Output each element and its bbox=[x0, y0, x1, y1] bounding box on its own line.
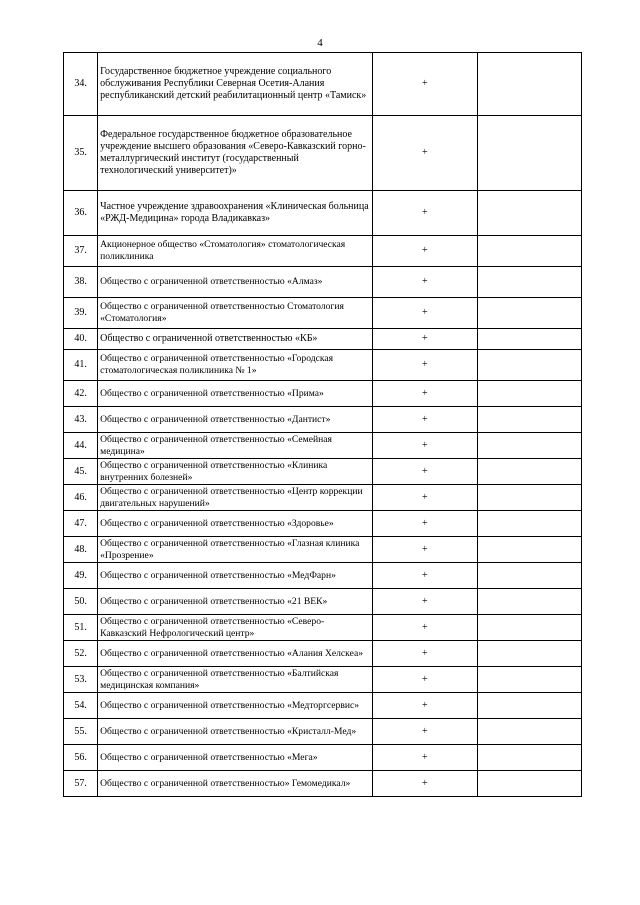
participation-mark: + bbox=[373, 236, 477, 267]
row-number: 47. bbox=[64, 511, 98, 537]
table-row bbox=[64, 433, 582, 459]
organization-name: Общество с ограниченной ответственностью «КБ» bbox=[98, 329, 373, 350]
empty-cell bbox=[477, 267, 581, 298]
empty-cell bbox=[477, 615, 581, 641]
organization-name: Частное учреждение здравоохранения «Клиническая больница «РЖД-Медицина» города Владикавказ» bbox=[98, 191, 373, 236]
table-row bbox=[64, 459, 582, 485]
table-row bbox=[64, 589, 582, 615]
row-number: 51. bbox=[64, 615, 98, 641]
empty-cell bbox=[477, 745, 581, 771]
empty-cell bbox=[477, 459, 581, 485]
empty-cell bbox=[477, 693, 581, 719]
row-number: 44. bbox=[64, 433, 98, 459]
empty-cell bbox=[477, 485, 581, 511]
empty-cell bbox=[477, 53, 581, 116]
row-number: 50. bbox=[64, 589, 98, 615]
row-number: 35. bbox=[64, 116, 98, 191]
empty-cell bbox=[477, 381, 581, 407]
participation-mark: + bbox=[373, 511, 477, 537]
row-number: 37. bbox=[64, 236, 98, 267]
empty-cell bbox=[477, 236, 581, 267]
page-number: 4 bbox=[317, 37, 323, 49]
participation-mark: + bbox=[373, 485, 477, 511]
row-number: 36. bbox=[64, 191, 98, 236]
participation-mark: + bbox=[373, 381, 477, 407]
empty-cell bbox=[477, 537, 581, 563]
organization-name: Общество с ограниченной ответственностью «МедФарн» bbox=[98, 563, 373, 589]
empty-cell bbox=[477, 589, 581, 615]
organization-name: Общество с ограниченной ответственностью «Глазная клиника «Прозрение» bbox=[98, 537, 373, 563]
row-number: 53. bbox=[64, 667, 98, 693]
participation-mark: + bbox=[373, 433, 477, 459]
organization-name: Общество с ограниченной ответственностью «21 ВЕК» bbox=[98, 589, 373, 615]
organization-name: Общество с ограниченной ответственностью «Семейная медицина» bbox=[98, 433, 373, 459]
participation-mark: + bbox=[373, 771, 477, 797]
organization-name: Акционерное общество «Стоматология» стоматологическая поликлиника bbox=[98, 236, 373, 267]
row-number: 38. bbox=[64, 267, 98, 298]
organization-name: Общество с ограниченной ответственностью «Здоровье» bbox=[98, 511, 373, 537]
participation-mark: + bbox=[373, 267, 477, 298]
organization-name: Общество с ограниченной ответственностью «Кристалл-Мед» bbox=[98, 719, 373, 745]
participation-mark: + bbox=[373, 191, 477, 236]
empty-cell bbox=[477, 407, 581, 433]
empty-cell bbox=[477, 116, 581, 191]
table-row bbox=[64, 350, 582, 381]
table-row bbox=[64, 53, 582, 116]
participation-mark: + bbox=[373, 53, 477, 116]
table-row bbox=[64, 537, 582, 563]
organization-name: Общество с ограниченной ответственностью Стоматология «Стоматология» bbox=[98, 298, 373, 329]
table-row bbox=[64, 615, 582, 641]
participation-mark: + bbox=[373, 693, 477, 719]
organization-name: Общество с ограниченной ответственностью» Гемомедикал» bbox=[98, 771, 373, 797]
table-row bbox=[64, 381, 582, 407]
empty-cell bbox=[477, 433, 581, 459]
row-number: 41. bbox=[64, 350, 98, 381]
empty-cell bbox=[477, 191, 581, 236]
table-row bbox=[64, 298, 582, 329]
participation-mark: + bbox=[373, 563, 477, 589]
table-row bbox=[64, 329, 582, 350]
participation-mark: + bbox=[373, 719, 477, 745]
organization-name: Государственное бюджетное учреждение социального обслуживания Республики Северная Осетия-Алания республиканский детский реабилитационный центр «Тамиск» bbox=[98, 53, 373, 116]
organization-name: Общество с ограниченной ответственностью «Алмаз» bbox=[98, 267, 373, 298]
row-number: 45. bbox=[64, 459, 98, 485]
participation-mark: + bbox=[373, 407, 477, 433]
table-row bbox=[64, 719, 582, 745]
row-number: 55. bbox=[64, 719, 98, 745]
empty-cell bbox=[477, 563, 581, 589]
organization-name: Общество с ограниченной ответственностью «Дантист» bbox=[98, 407, 373, 433]
organization-name: Общество с ограниченной ответственностью «Северо-Кавказский Нефрологический центр» bbox=[98, 615, 373, 641]
participation-mark: + bbox=[373, 116, 477, 191]
row-number: 34. bbox=[64, 53, 98, 116]
organization-name: Федеральное государственное бюджетное образовательное учреждение высшего образования «Северо-Кавказский горно-металлургический институт (государственный технологический университет)» bbox=[98, 116, 373, 191]
empty-cell bbox=[477, 511, 581, 537]
organization-name: Общество с ограниченной ответственностью «Прима» bbox=[98, 381, 373, 407]
table-row bbox=[64, 641, 582, 667]
empty-cell bbox=[477, 329, 581, 350]
table-row bbox=[64, 563, 582, 589]
participation-mark: + bbox=[373, 350, 477, 381]
participation-mark: + bbox=[373, 459, 477, 485]
table-row bbox=[64, 667, 582, 693]
participation-mark: + bbox=[373, 641, 477, 667]
row-number: 42. bbox=[64, 381, 98, 407]
row-number: 49. bbox=[64, 563, 98, 589]
empty-cell bbox=[477, 298, 581, 329]
participation-mark: + bbox=[373, 298, 477, 329]
row-number: 40. bbox=[64, 329, 98, 350]
empty-cell bbox=[477, 719, 581, 745]
row-number: 48. bbox=[64, 537, 98, 563]
empty-cell bbox=[477, 667, 581, 693]
organization-name: Общество с ограниченной ответственностью «Медторгсервис» bbox=[98, 693, 373, 719]
empty-cell bbox=[477, 350, 581, 381]
table-row bbox=[64, 236, 582, 267]
organizations-table bbox=[63, 52, 582, 797]
table-row bbox=[64, 116, 582, 191]
row-number: 54. bbox=[64, 693, 98, 719]
organization-name: Общество с ограниченной ответственностью «Городская стоматологическая поликлиника № 1» bbox=[98, 350, 373, 381]
participation-mark: + bbox=[373, 329, 477, 350]
table-row bbox=[64, 693, 582, 719]
participation-mark: + bbox=[373, 615, 477, 641]
row-number: 46. bbox=[64, 485, 98, 511]
participation-mark: + bbox=[373, 667, 477, 693]
empty-cell bbox=[477, 771, 581, 797]
organization-name: Общество с ограниченной ответственностью «Центр коррекции двигательных нарушений» bbox=[98, 485, 373, 511]
participation-mark: + bbox=[373, 745, 477, 771]
empty-cell bbox=[477, 641, 581, 667]
organization-name: Общество с ограниченной ответственностью «Клиника внутренних болезней» bbox=[98, 459, 373, 485]
row-number: 39. bbox=[64, 298, 98, 329]
row-number: 52. bbox=[64, 641, 98, 667]
table-row bbox=[64, 771, 582, 797]
organization-name: Общество с ограниченной ответственностью «Алания Хелскеа» bbox=[98, 641, 373, 667]
table-row bbox=[64, 511, 582, 537]
table-row bbox=[64, 191, 582, 236]
organization-name: Общество с ограниченной ответственностью «Балтийская медицинская компания» bbox=[98, 667, 373, 693]
row-number: 56. bbox=[64, 745, 98, 771]
participation-mark: + bbox=[373, 537, 477, 563]
row-number: 43. bbox=[64, 407, 98, 433]
organization-name: Общество с ограниченной ответственностью «Мега» bbox=[98, 745, 373, 771]
table-row bbox=[64, 267, 582, 298]
table-row bbox=[64, 485, 582, 511]
table-row bbox=[64, 407, 582, 433]
row-number: 57. bbox=[64, 771, 98, 797]
table-row bbox=[64, 745, 582, 771]
participation-mark: + bbox=[373, 589, 477, 615]
